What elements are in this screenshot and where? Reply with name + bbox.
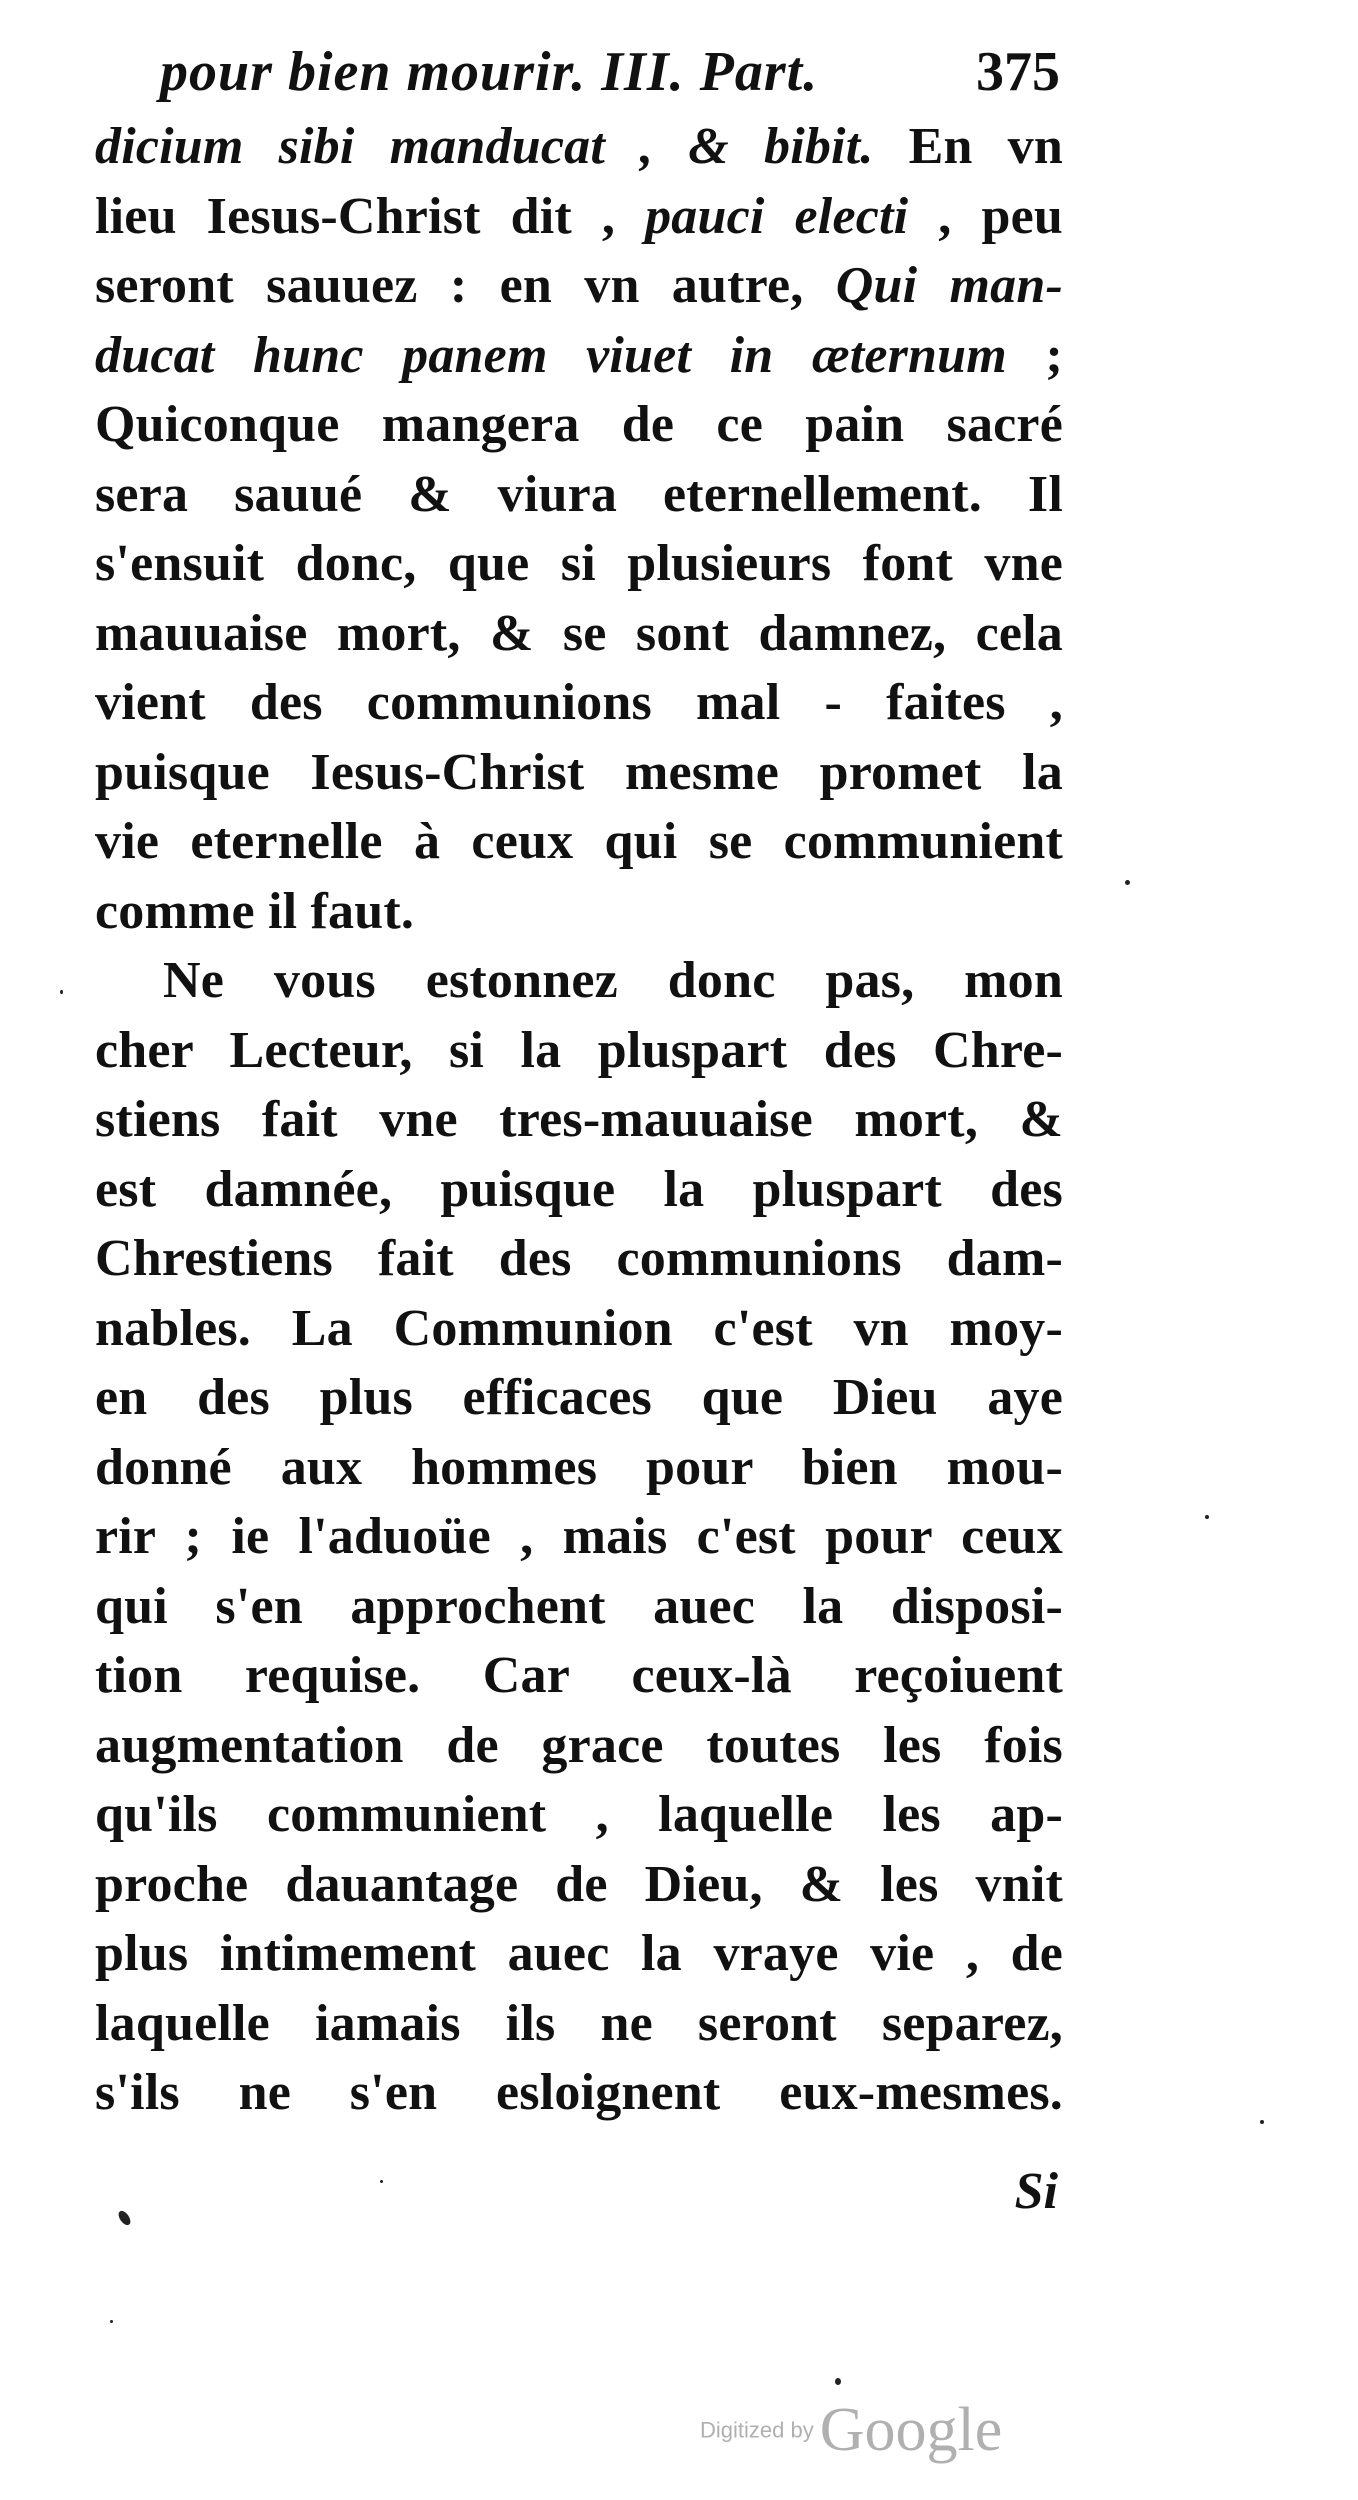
ink-speck: [110, 2320, 113, 2323]
digitized-by-google-watermark: [700, 2395, 1002, 2466]
text-line: vie eternelle à ceux qui se communient: [95, 813, 1063, 870]
running-head: pour bien mourir. III. Part.: [160, 41, 819, 103]
text-line: est damnée, puisque la pluspart des: [95, 1160, 1063, 1218]
catchword: Si: [1014, 2163, 1058, 2220]
page-number: 375: [976, 41, 1060, 103]
page-header: [160, 40, 1060, 110]
text-line: rir ; ie l'aduoüe , mais c'est pour ceux: [95, 1508, 1063, 1565]
text-line: proche dauantage de Dieu, & les vnit: [95, 1855, 1063, 1913]
ink-speck: [1205, 1515, 1209, 1519]
text-line: Chrestiens fait des communions dam-: [95, 1230, 1063, 1287]
text-line: mauuaise mort, & se sont damnez, cela: [95, 604, 1063, 662]
ink-speck: [60, 990, 63, 994]
text-line: seront sauuez : en vn autre, Qui man-: [95, 257, 1063, 314]
ink-speck: [835, 2378, 841, 2385]
text-line: vient des communions mal - faites ,: [95, 674, 1063, 731]
ink-speck: [380, 2180, 383, 2183]
ink-speck: [1125, 880, 1130, 885]
text-line: ducat hunc panem viuet in æternum ;: [95, 326, 1063, 384]
body-text: [95, 112, 1063, 2128]
google-logo: Google: [819, 2396, 1003, 2464]
text-line: augmentation de grace toutes les fois: [95, 1716, 1063, 1774]
ink-speck: [116, 2209, 133, 2227]
text-line: donné aux hommes pour bien mou-: [95, 1438, 1063, 1496]
text-line: qui s'en approchent auec la disposi-: [95, 1577, 1063, 1635]
text-line: s'ensuit donc, que si plusieurs font vne: [95, 535, 1063, 592]
text-line: qu'ils communient , laquelle les ap-: [95, 1786, 1063, 1843]
text-line: laquelle iamais ils ne seront separez,: [95, 1994, 1063, 2052]
watermark-small-text: Digitized by: [700, 2417, 814, 2443]
text-line: plus intimement auec la vraye vie , de: [95, 1925, 1063, 1982]
text-line: dicium sibi manducat , & bibit. En vn: [95, 118, 1063, 175]
text-line: Ne vous estonnez donc pas, mon: [163, 952, 1063, 1009]
text-line: en des plus efficaces que Dieu aye: [95, 1369, 1063, 1426]
text-line: sera sauué & viura eternellement. Il: [95, 465, 1063, 523]
text-line: s'ils ne s'en esloignent eux-mesmes.: [95, 2064, 1063, 2121]
ink-speck: [1260, 2120, 1264, 2124]
text-line: lieu Iesus-Christ dit , pauci electi , peu: [95, 187, 1063, 245]
text-line: nables. La Communion c'est vn moy-: [95, 1299, 1063, 1357]
text-line: comme il faut.: [95, 882, 415, 940]
text-line: tion requise. Car ceux-là reçoiuent: [95, 1647, 1063, 1704]
text-line: stiens fait vne tres-mauuaise mort, &: [95, 1091, 1063, 1148]
text-line: puisque Iesus-Christ mesme promet la: [95, 743, 1063, 801]
text-line: cher Lecteur, si la pluspart des Chre-: [95, 1021, 1063, 1079]
text-line: Quiconque mangera de ce pain sacré: [95, 396, 1063, 453]
